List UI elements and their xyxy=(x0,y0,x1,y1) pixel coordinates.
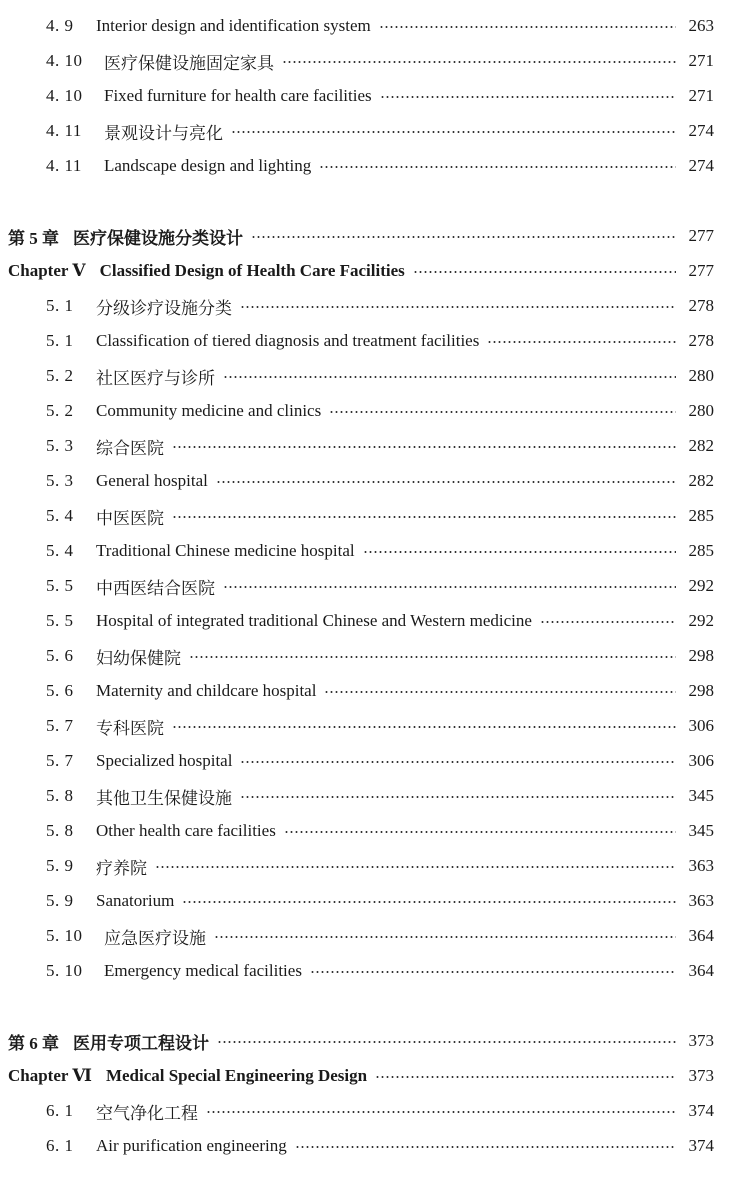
section-number: 4. 10 xyxy=(46,51,83,70)
dot-leader xyxy=(379,26,676,28)
section-title: 妇幼保健院 xyxy=(96,648,181,668)
dot-leader xyxy=(375,1076,676,1078)
dot-leader xyxy=(324,691,676,693)
chapter-title: 医疗保健设施分类设计 xyxy=(73,228,243,248)
toc-entry-5-6-en[interactable] xyxy=(0,676,730,706)
chapter-title: Medical Special Engineering Design xyxy=(105,1066,368,1085)
section-title: Maternity and childcare hospital xyxy=(96,681,317,700)
toc-chapter-6-zh[interactable] xyxy=(0,1026,730,1056)
section-number: 5. 7 xyxy=(46,716,74,735)
section-title: 应急医疗设施 xyxy=(104,928,206,948)
page-number: 285 xyxy=(688,506,714,525)
page-number: 278 xyxy=(688,296,714,315)
page-number: 363 xyxy=(688,856,714,875)
section-number: 5. 9 xyxy=(46,856,74,875)
dot-leader xyxy=(240,796,676,798)
toc-entry-4-11-en[interactable] xyxy=(0,151,730,181)
section-title: Specialized hospital xyxy=(96,751,233,770)
section-title: Fixed furniture for health care facilities xyxy=(104,86,372,105)
dot-leader xyxy=(413,271,676,273)
section-title: Landscape design and lighting xyxy=(104,156,312,175)
toc-chapter-5-zh[interactable] xyxy=(0,221,730,251)
dot-leader xyxy=(329,411,676,413)
section-title: Hospital of integrated traditional Chinese and Western medicine xyxy=(96,611,532,630)
toc-entry-5-7-en[interactable] xyxy=(0,746,730,776)
section-title: Community medicine and clinics xyxy=(96,401,322,420)
toc-entry-6-1-zh[interactable] xyxy=(0,1096,730,1126)
page-number: 277 xyxy=(688,226,714,245)
page-number: 263 xyxy=(688,16,714,35)
dot-leader xyxy=(310,971,676,973)
section-number: 5. 5 xyxy=(46,576,74,595)
page-number: 345 xyxy=(688,786,714,805)
section-title: Sanatorium xyxy=(96,891,175,910)
dot-leader xyxy=(182,901,676,903)
toc-entry-5-3-zh[interactable] xyxy=(0,431,730,461)
section-title: 中医医院 xyxy=(96,508,164,528)
dot-leader xyxy=(172,516,676,518)
toc-entry-5-4-zh[interactable] xyxy=(0,501,730,531)
section-title: Interior design and identification system xyxy=(96,16,371,35)
page-number: 306 xyxy=(688,716,714,735)
toc-entry-5-1-en[interactable] xyxy=(0,326,730,356)
toc-entry-5-8-en[interactable] xyxy=(0,816,730,846)
section-title: Traditional Chinese medicine hospital xyxy=(96,541,355,560)
section-title: 空气净化工程 xyxy=(96,1103,198,1123)
page-number: 298 xyxy=(688,681,714,700)
section-title: 中西医结合医院 xyxy=(96,578,215,598)
page-number: 274 xyxy=(688,156,714,175)
section-number: 5. 2 xyxy=(46,401,74,420)
section-title: 景观设计与亮化 xyxy=(104,123,223,143)
dot-leader xyxy=(380,96,676,98)
toc-entry-4-9-en[interactable] xyxy=(0,11,730,41)
section-title: 其他卫生保健设施 xyxy=(96,788,232,808)
section-number: 5. 6 xyxy=(46,646,74,665)
section-title: 疗养院 xyxy=(96,858,147,878)
section-title: 社区医疗与诊所 xyxy=(96,368,215,388)
page-number: 364 xyxy=(688,926,714,945)
section-title: 医疗保健设施固定家具 xyxy=(104,53,274,73)
toc-entry-5-7-zh[interactable] xyxy=(0,711,730,741)
dot-leader xyxy=(540,621,676,623)
dot-leader xyxy=(282,61,676,63)
dot-leader xyxy=(214,936,676,938)
toc-chapter-5-en[interactable] xyxy=(0,256,730,286)
section-title: General hospital xyxy=(96,471,208,490)
dot-leader xyxy=(189,656,676,658)
page-number: 306 xyxy=(688,751,714,770)
section-number: 5. 4 xyxy=(46,541,74,560)
page-number: 364 xyxy=(688,961,714,980)
section-number: 4. 10 xyxy=(46,86,83,105)
toc-entry-5-5-zh[interactable] xyxy=(0,571,730,601)
page-number: 277 xyxy=(688,261,714,280)
page-number: 285 xyxy=(688,541,714,560)
page-number: 345 xyxy=(688,821,714,840)
section-number: 6. 1 xyxy=(46,1136,74,1155)
page-number: 271 xyxy=(688,86,714,105)
page-number: 282 xyxy=(688,471,714,490)
section-number: 5. 3 xyxy=(46,471,74,490)
page-number: 292 xyxy=(688,576,714,595)
chapter-number: Chapter Ⅴ xyxy=(8,261,86,280)
section-number: 4. 11 xyxy=(46,156,82,175)
toc-entry-5-3-en[interactable] xyxy=(0,466,730,496)
section-number: 5. 2 xyxy=(46,366,74,385)
section-number: 5. 9 xyxy=(46,891,74,910)
section-number: 5. 7 xyxy=(46,751,74,770)
section-number: 5. 1 xyxy=(46,296,74,315)
toc-entry-5-5-en[interactable] xyxy=(0,606,730,636)
section-number: 5. 1 xyxy=(46,331,74,350)
chapter-number: 第 5 章 xyxy=(8,228,59,248)
section-title: 综合医院 xyxy=(96,438,164,458)
page-number: 274 xyxy=(688,121,714,140)
section-title: 分级诊疗设施分类 xyxy=(96,298,232,318)
toc-entry-5-1-zh[interactable] xyxy=(0,291,730,321)
dot-leader xyxy=(319,166,676,168)
toc-entry-5-2-en[interactable] xyxy=(0,396,730,426)
toc-entry-6-1-en[interactable] xyxy=(0,1131,730,1161)
chapter-number: 第 6 章 xyxy=(8,1033,59,1053)
toc-entry-5-10-en[interactable] xyxy=(0,956,730,986)
dot-leader xyxy=(223,586,676,588)
section-number: 5. 4 xyxy=(46,506,74,525)
chapter-title: Classified Design of Health Care Facilities xyxy=(99,261,405,280)
page-number: 282 xyxy=(688,436,714,455)
section-number: 5. 5 xyxy=(46,611,74,630)
section-title: Classification of tiered diagnosis and treatment facilities xyxy=(96,331,480,350)
section-number: 4. 11 xyxy=(46,121,82,140)
dot-leader xyxy=(295,1146,676,1148)
page-number: 373 xyxy=(688,1031,714,1050)
section-number: 5. 10 xyxy=(46,926,83,945)
section-number: 6. 1 xyxy=(46,1101,74,1120)
dot-leader xyxy=(240,306,676,308)
toc-entry-5-2-zh[interactable] xyxy=(0,361,730,391)
toc-entry-4-10-zh[interactable] xyxy=(0,46,730,76)
dot-leader xyxy=(251,236,676,238)
toc-entry-4-10-en[interactable] xyxy=(0,81,730,111)
page-number: 373 xyxy=(688,1066,714,1085)
page-number: 298 xyxy=(688,646,714,665)
section-title: Emergency medical facilities xyxy=(104,961,302,980)
section-title: Air purification engineering xyxy=(96,1136,287,1155)
page-number: 292 xyxy=(688,611,714,630)
section-title: Other health care facilities xyxy=(96,821,276,840)
dot-leader xyxy=(284,831,676,833)
page-number: 280 xyxy=(688,401,714,420)
chapter-number: Chapter Ⅵ xyxy=(8,1066,92,1085)
section-title: 专科医院 xyxy=(96,718,164,738)
section-number: 5. 8 xyxy=(46,786,74,805)
section-number: 5. 3 xyxy=(46,436,74,455)
dot-leader xyxy=(206,1111,676,1113)
dot-leader xyxy=(216,481,676,483)
dot-leader xyxy=(223,376,676,378)
toc-chapter-6-en[interactable] xyxy=(0,1061,730,1091)
toc-entry-5-4-en[interactable] xyxy=(0,536,730,566)
toc-entry-5-8-zh[interactable] xyxy=(0,781,730,811)
toc-entry-5-6-zh[interactable] xyxy=(0,641,730,671)
page-number: 374 xyxy=(688,1101,714,1120)
dot-leader xyxy=(172,446,676,448)
dot-leader xyxy=(172,726,676,728)
dot-leader xyxy=(240,761,676,763)
section-number: 4. 9 xyxy=(46,16,74,35)
section-number: 5. 10 xyxy=(46,961,83,980)
section-number: 5. 8 xyxy=(46,821,74,840)
toc-entry-5-9-en[interactable] xyxy=(0,886,730,916)
dot-leader xyxy=(231,131,676,133)
toc-entry-4-11-zh[interactable] xyxy=(0,116,730,146)
toc-entry-5-9-zh[interactable] xyxy=(0,851,730,881)
page-number: 363 xyxy=(688,891,714,910)
page-number: 271 xyxy=(688,51,714,70)
page-number: 374 xyxy=(688,1136,714,1155)
dot-leader xyxy=(217,1041,676,1043)
toc-entry-5-10-zh[interactable] xyxy=(0,921,730,951)
dot-leader xyxy=(155,866,676,868)
chapter-title: 医用专项工程设计 xyxy=(73,1033,209,1053)
section-number: 5. 6 xyxy=(46,681,74,700)
page-number: 278 xyxy=(688,331,714,350)
dot-leader xyxy=(363,551,676,553)
page-number: 280 xyxy=(688,366,714,385)
dot-leader xyxy=(487,341,676,343)
